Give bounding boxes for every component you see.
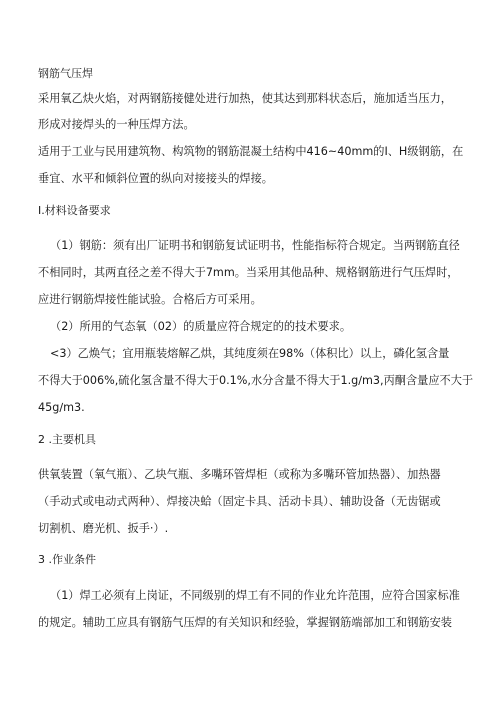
section-2-line-3: 切割机、磨光机、扳手·）. (38, 522, 169, 535)
section-1-line-3: 应进行钢筋焊接性能试验。合格后方可采用。 (38, 293, 262, 306)
intro-line-3: 适用于工业与民用建筑物、构筑物的钢筋混凝土结构中416~40mm的I、H级钢筋，在 (38, 145, 464, 158)
section-2-line-1: 供氧装置（氧气瓶）、乙块气瓶、多嘴环管焊柜（或称为多嘴环管加热器）、加热器 (38, 468, 441, 481)
section-1-line-1: （1）钢筋：须有出厂证明书和钢筋复试证明书，性能指标符合规定。当两钢筋直径 (50, 239, 460, 252)
intro-line-1: 采用氧乙炔火焰，对两钢筋接健处进行加热，使其达到那料状态后，施加适当压力， (38, 92, 452, 105)
section-1-line-4: （2）所用的气态氧（02）的质量应符合规定的的技术要求。 (50, 320, 352, 333)
intro-line-2: 形成对接焊头的一种压焊方法。 (38, 118, 195, 131)
section-1-line-5: <3）乙焕气；宜用瓶装熔解乙烘，其纯度须在98%（体积比）以上，磷化氢含量 (50, 347, 450, 360)
document-title: 钢筋气压焊 (38, 67, 93, 80)
section-3-heading: 3 .作业条件 (38, 553, 96, 566)
section-2-heading: 2 .主要机具 (38, 433, 96, 446)
section-2-line-2: （手动式或电动式两种）、焊接决蛤（固定卡具、活动卡具）、辅助设备（无齿锯或 (38, 495, 441, 508)
section-1-line-2: 不相同时，其两直径之差不得大于7mm。当采用其他品种、规格钢筋进行气压焊时， (38, 266, 459, 279)
section-1-heading: I.材料设备要求 (38, 204, 111, 217)
section-1-line-7: 45g∕m3. (38, 401, 85, 414)
section-3-line-1: （1）焊工必须有上岗证，不同级别的焊工有不同的作业允许范围，应符合国家标准 (50, 589, 460, 602)
section-3-line-2: 的规定。辅助工应具有钢筋气压焊的有关知识和经验，掌握钢筋端部加工和钢筋安装 (38, 616, 452, 629)
intro-line-4: 垂宜、水平和倾斜位置的纵向对接接头的焊接。 (38, 172, 273, 185)
section-1-line-6: 不得大于006%,硫化氢含量不得大于0.1%,水分含量不得大于1.g∕m3,丙酮含量应不大于 (38, 374, 474, 387)
